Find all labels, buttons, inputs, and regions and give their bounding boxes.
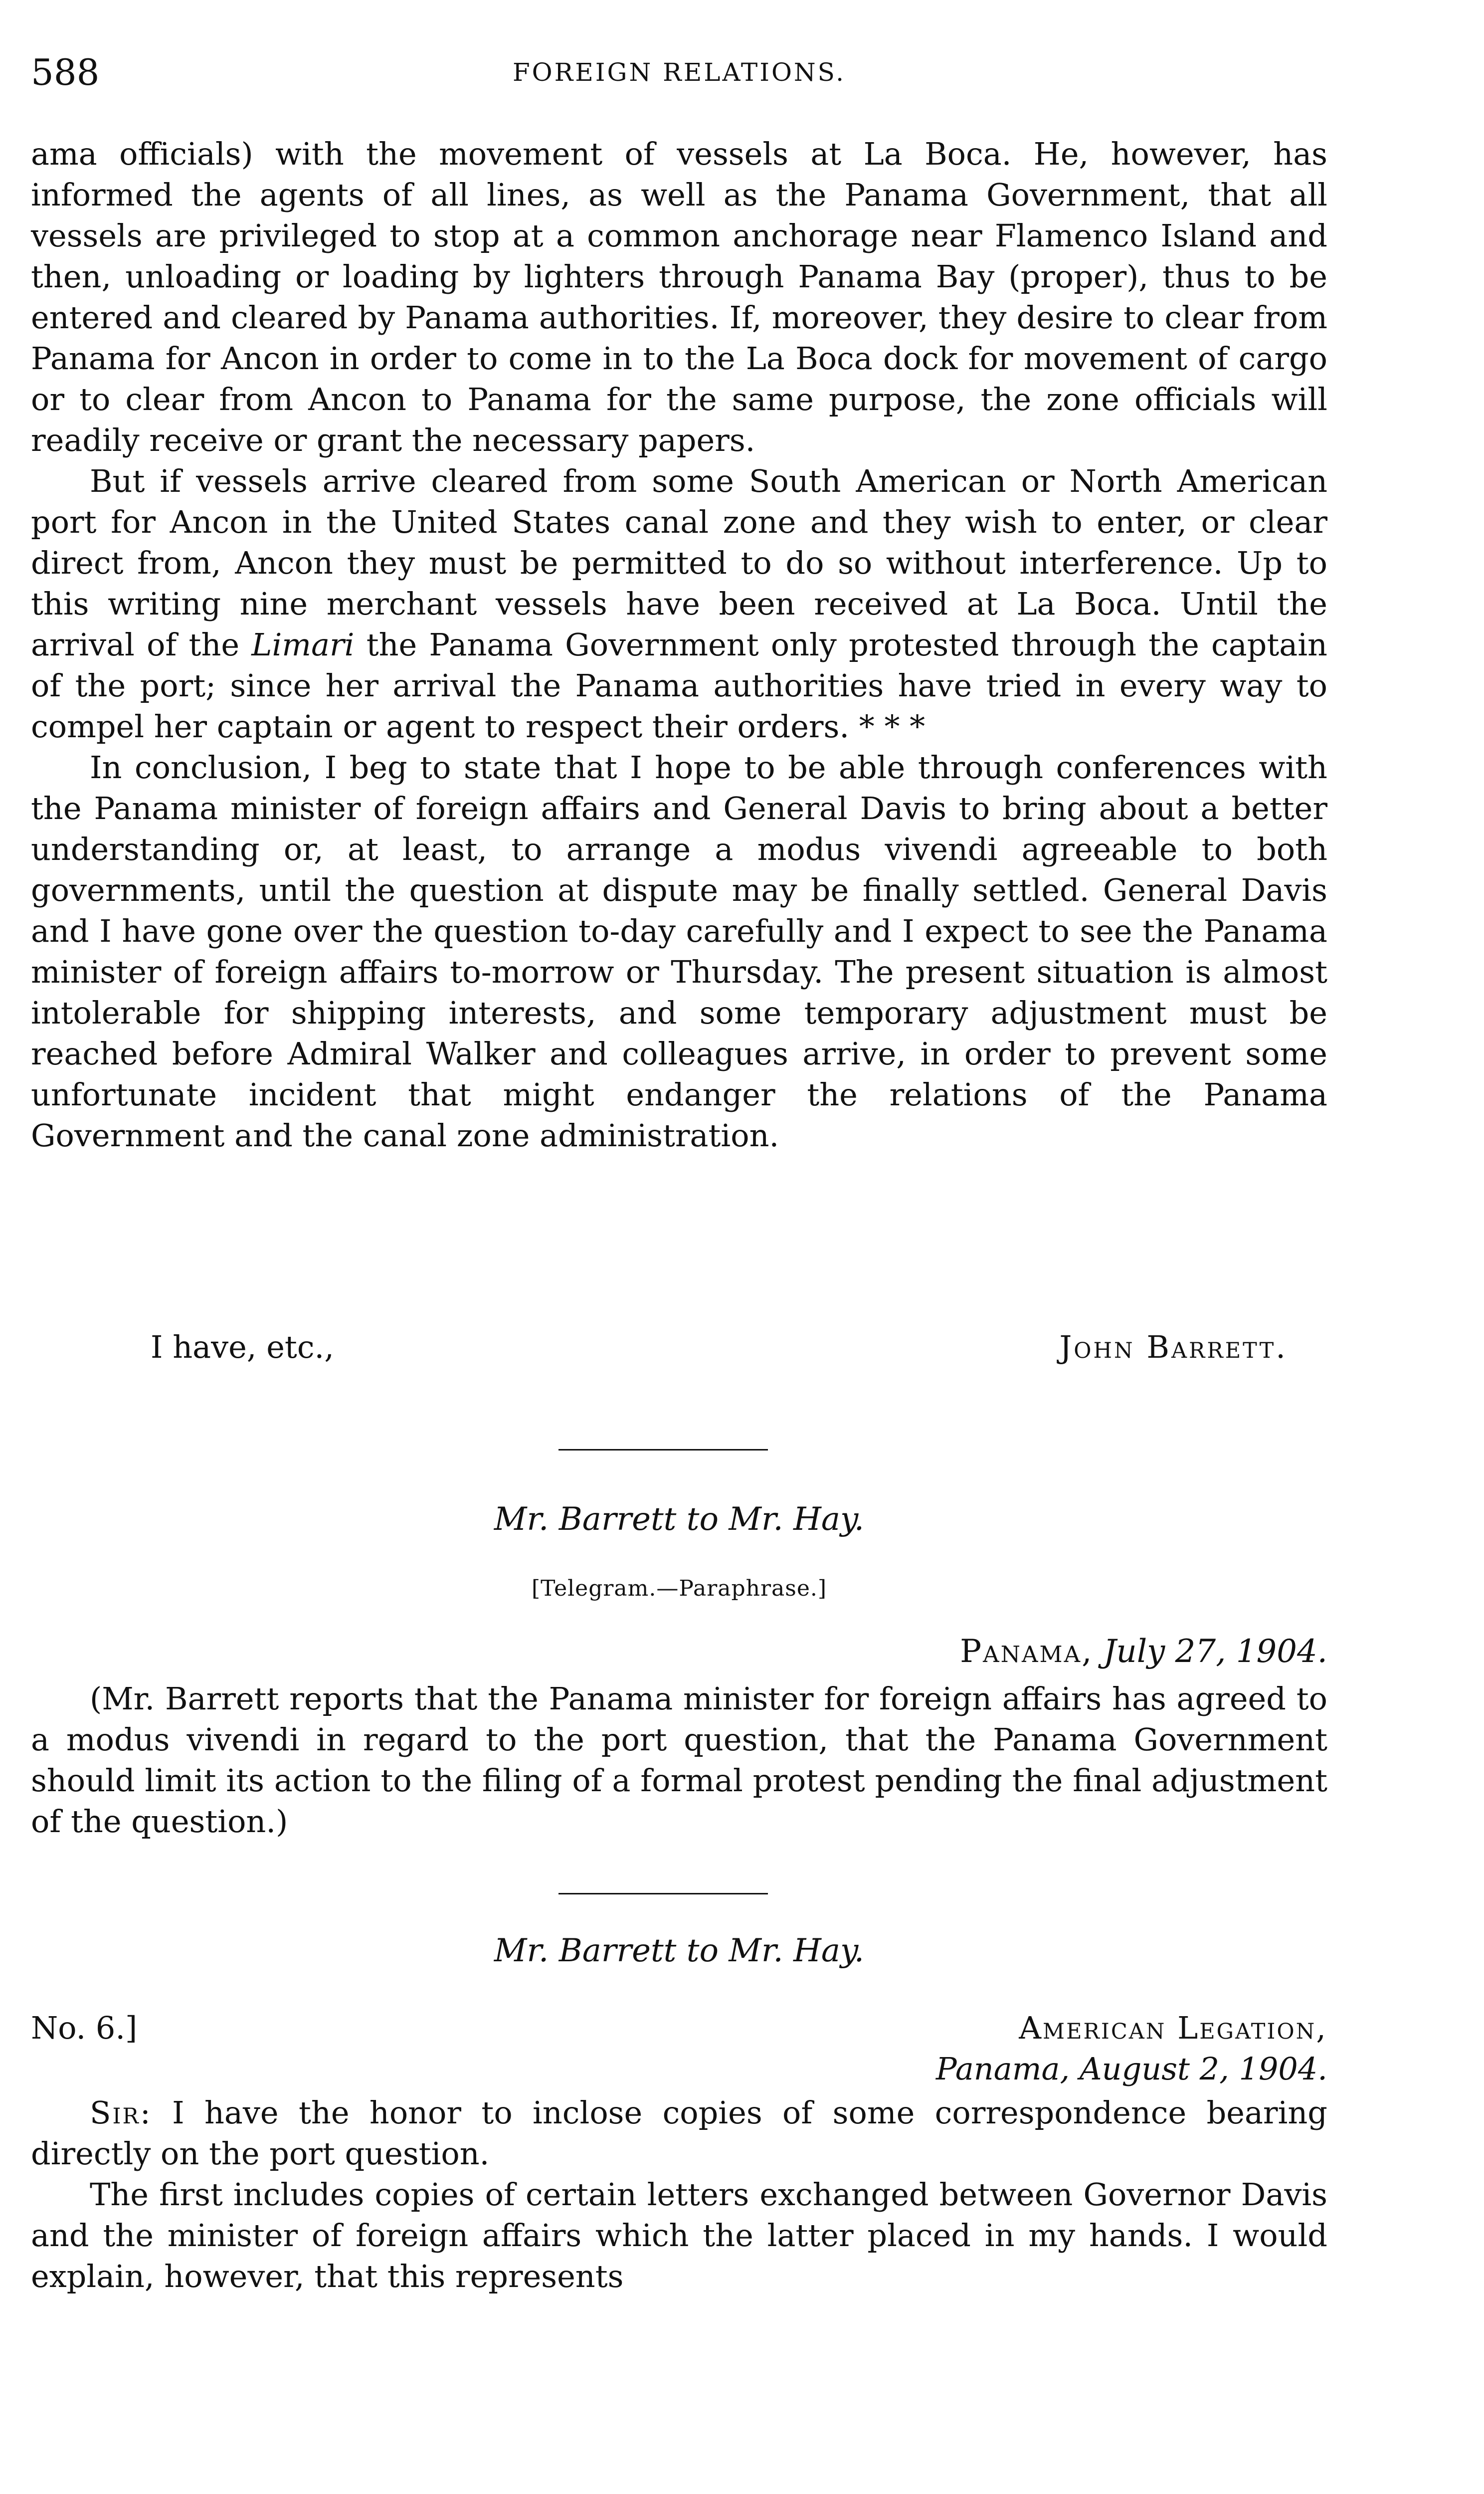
letter-2-body (31, 2092, 1327, 2297)
paragraph-2 (31, 461, 1327, 747)
page-header (31, 47, 1327, 97)
paragraph-2-text-b: the Panama Government only protested through the captain of the port; since her arrival the Panama authorities have tried in every way to compel her captain or agent to respect their orders. * * * (31, 626, 1327, 745)
section-2-title: Mr. Barrett to Mr. Hay. (494, 1501, 865, 1538)
telegram-dateline (960, 1631, 1327, 1672)
telegram-paragraph: (Mr. Barrett reports that the Panama minister for foreign affairs has agreed to a modus vivendi in regard to the port question, that the Panama Government should limit its action to the filing of a formal protest pending the final adjustment of the question.) (31, 1680, 1327, 1840)
section-3-title: Mr. Barrett to Mr. Hay. (494, 1932, 865, 1969)
running-head: FOREIGN RELATIONS. (512, 58, 846, 87)
salutation: Sir: (90, 2094, 152, 2131)
letter-2-paragraph-2: The first includes copies of certain letters exchanged between Governor Davis and the minister of foreign affairs which the latter placed in my hands. I would explain, however, that this represents (31, 2176, 1327, 2294)
legation-place-date: Panama, August 2, 1904. (935, 2051, 1327, 2087)
page-number: 588 (31, 51, 100, 93)
paragraph-2-text-a: But if vessels arrive cleared from some South American or North American port for Ancon in the United States canal zone and they wish to enter, or clear direct from, Ancon they must be permitted to do so without interference. Up to this writing nine merchant vessels have been received at La Boca. Until the arrival of the (31, 463, 1327, 663)
ship-name: Limari (251, 626, 355, 663)
signature: John Barrett. (1059, 1329, 1288, 1365)
letter-body (31, 134, 1327, 1156)
section-divider-2 (558, 1893, 768, 1894)
telegram-note: [Telegram.—Paraphrase.] (531, 1576, 827, 1601)
telegram-body (31, 1678, 1327, 1842)
letter-2-paragraph-1 (31, 2092, 1327, 2174)
letterhead (936, 2008, 1327, 2089)
letter-closing (31, 1327, 1288, 1368)
paragraph-1: ama officials) with the movement of vessels at La Boca. He, however, has informed the agents of all lines, as well as the Panama Government, that all vessels are privileged to stop at a common anchorage near Flamenco Island and then, unloading or loading by lighters through Panama Bay (proper), thus to be entered and cleared by Panama authorities. If, moreover, they desire to clear from Panama for Ancon in order to come in to the La Boca dock for movement of cargo or to clear from Ancon to Panama for the same purpose, the zone officials will readily receive or grant the necessary papers. (31, 136, 1327, 458)
paragraph-3: In conclusion, I beg to state that I hope to be able through conferences with the Panama minister of foreign affairs and General Davis to bring about a better understanding or, at least, to arrange a modus vivendi agreeable to both governments, until the question at dispute may be finally settled. General Davis and I have gone over the question to-day carefully and I expect to see the Panama minister of foreign affairs to-morrow or Thursday. The present situation is almost intolerable for shipping interests, and some temporary adjustment must be reached before Admiral Walker and colleagues arrive, in order to prevent some unfortunate incident that might endanger the relations of the Panama Government and the canal zone administration. (31, 749, 1327, 1154)
section-divider-1 (558, 1449, 768, 1451)
legation-name: American Legation, (1019, 2010, 1327, 2046)
letter-2-paragraph-1-text: I have the honor to inclose copies of some correspondence bearing directly on the port question. (31, 2094, 1327, 2172)
telegram-place: Panama, (960, 1633, 1094, 1670)
document-number: No. 6.] (31, 2010, 138, 2046)
telegram-date: July 27, 1904. (1103, 1633, 1327, 1670)
closing-phrase: I have, etc., (151, 1329, 334, 1365)
